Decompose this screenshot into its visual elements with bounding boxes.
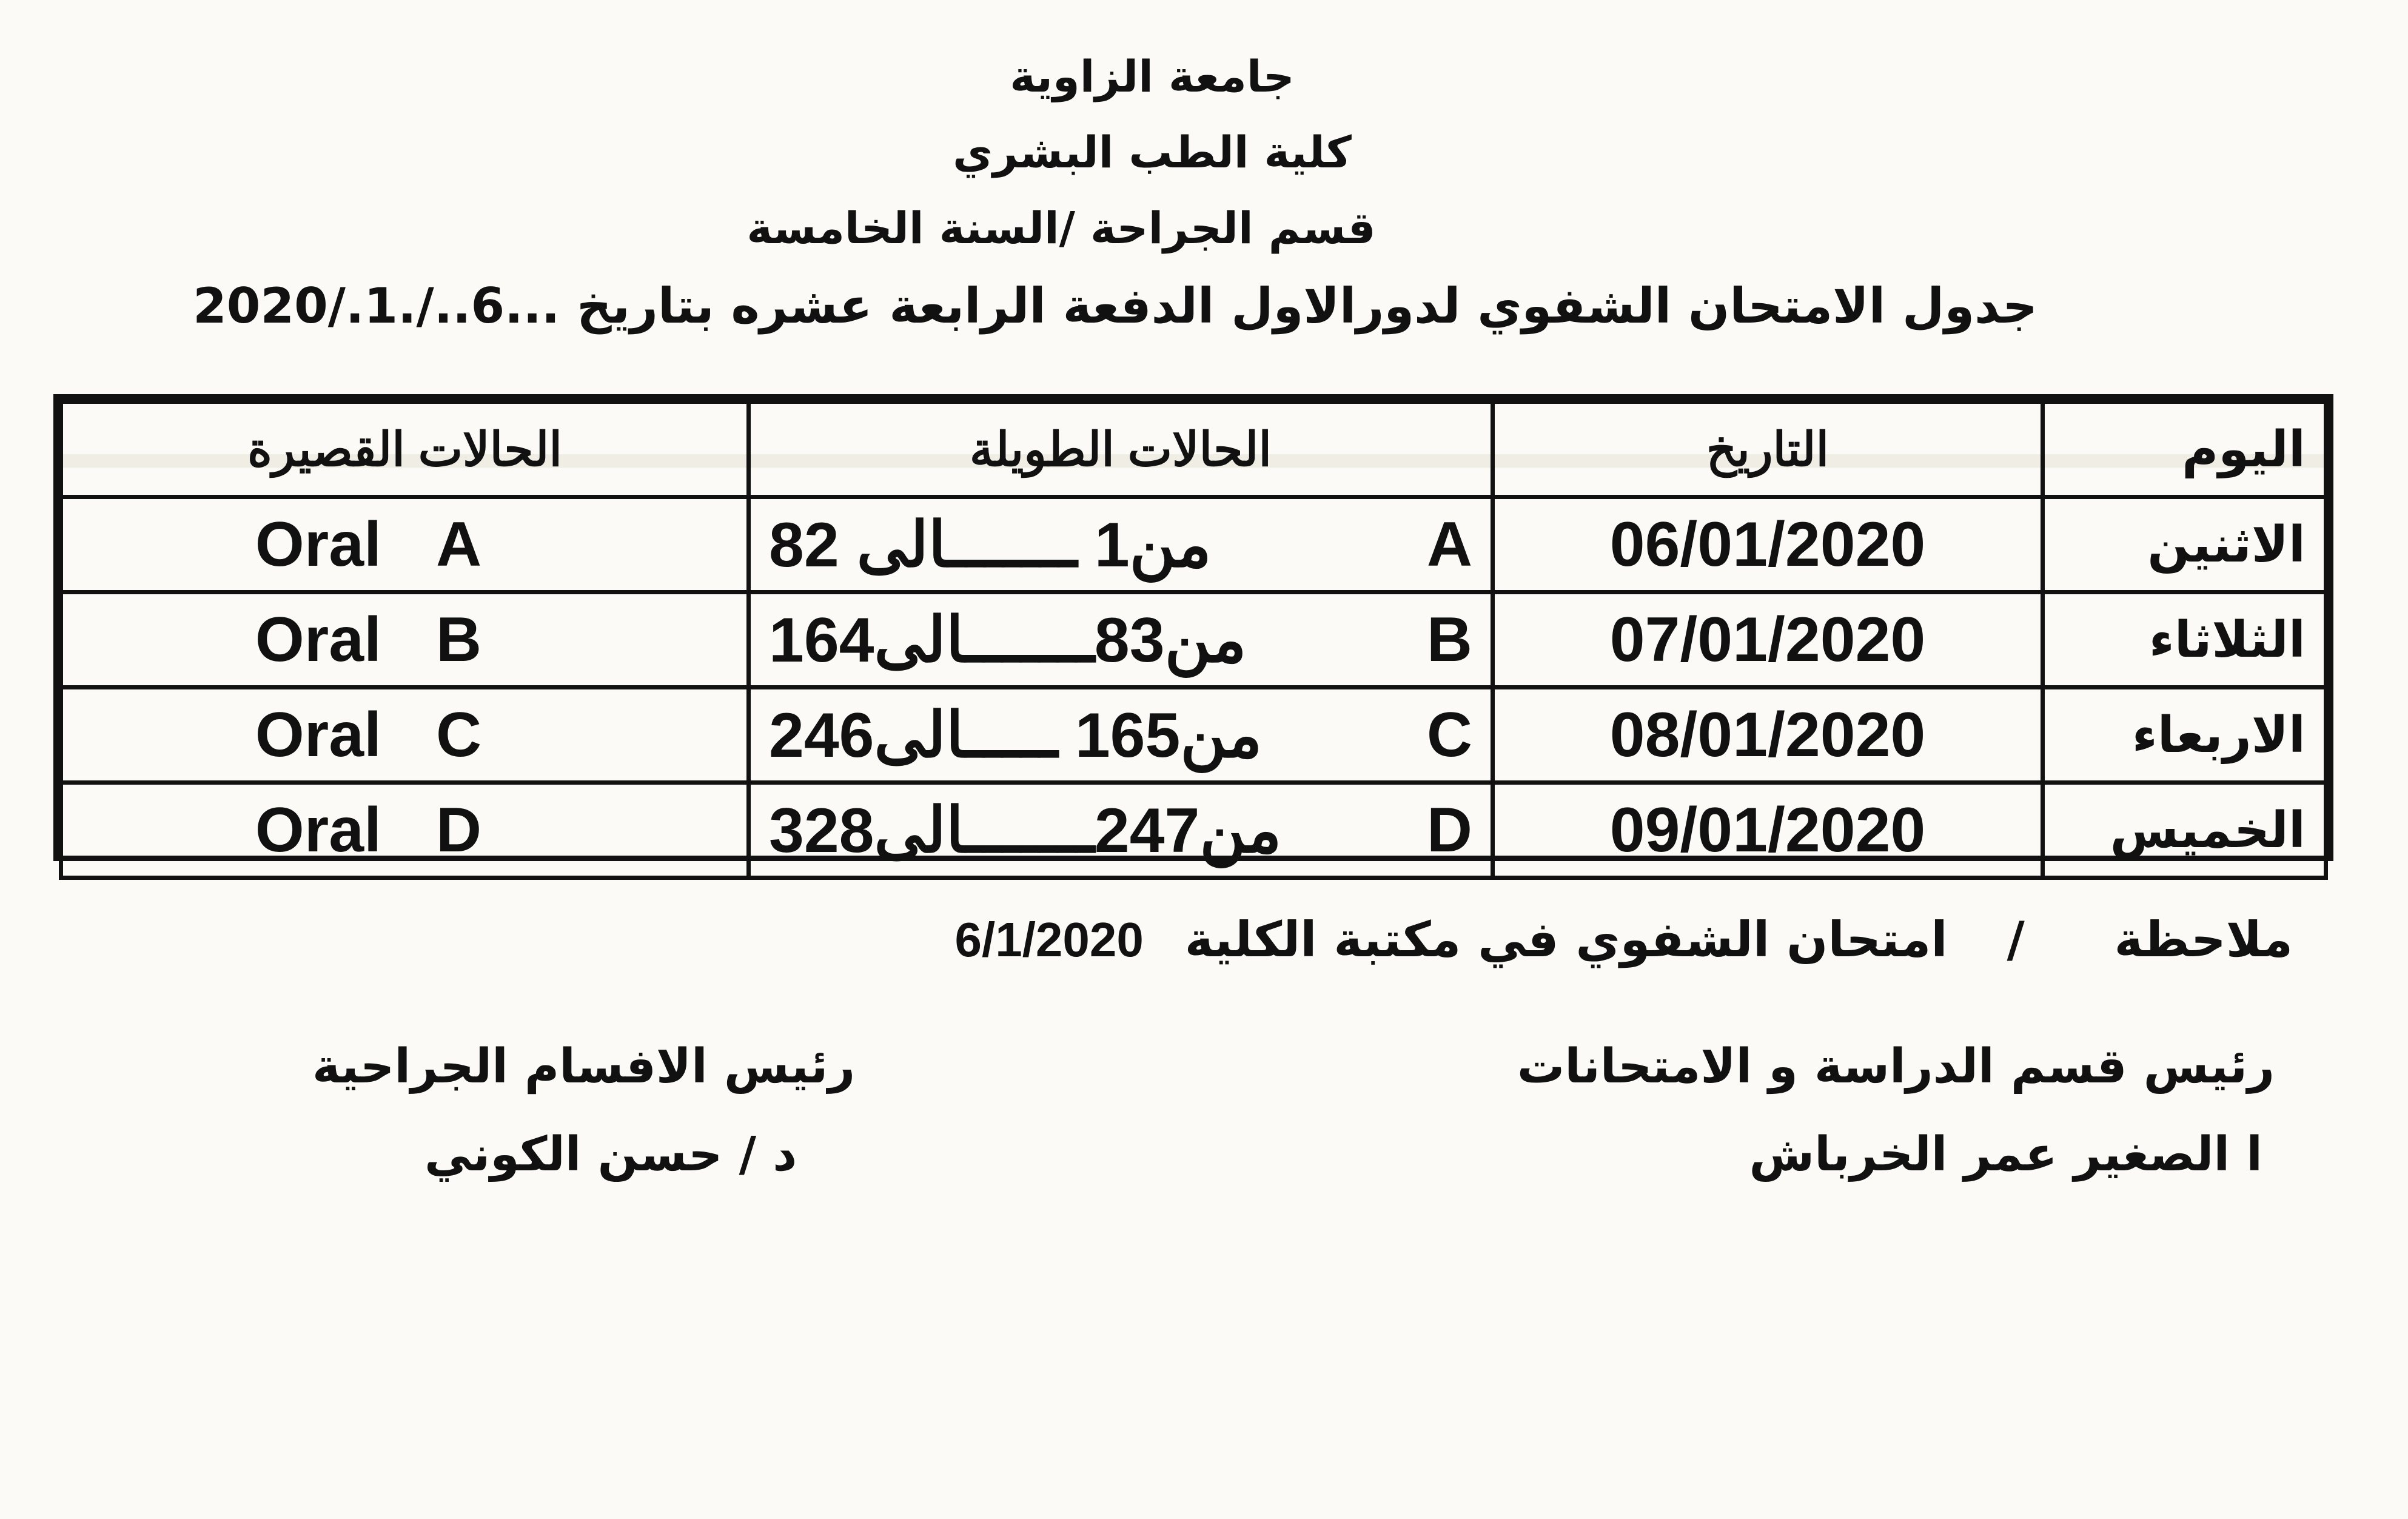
cell-date: 06/01/2020: [1493, 497, 2043, 592]
long-case-group: A: [1426, 509, 1472, 580]
table-row: [61, 688, 2326, 783]
cell-long-cases: [749, 783, 1493, 878]
cell-date: 07/01/2020: [1493, 592, 2043, 688]
oral-group: C: [436, 699, 482, 770]
schedule-title: جدول الامتحان الشفوي لدورالاول الدفعة الرابعة عشره بتاريخ ...6../.1./2020: [193, 278, 2037, 334]
long-case-group: D: [1426, 794, 1472, 865]
cell-short-cases: [61, 592, 749, 688]
long-case-range: من1 ـــــــالى 82: [769, 510, 1212, 580]
signature-left-title: رئيس الافسام الجراحية: [312, 1039, 856, 1094]
note-line: [954, 911, 2293, 968]
signature-right-title: رئيس قسم الدراسة و الامتحانات: [1517, 1039, 2275, 1094]
cell-date: 08/01/2020: [1493, 688, 2043, 783]
cell-short-cases: [61, 783, 749, 878]
cell-date: 09/01/2020: [1493, 783, 2043, 878]
long-case-group: C: [1426, 699, 1472, 770]
oral-group: A: [436, 509, 482, 580]
oral-group: B: [436, 604, 482, 675]
department-name: قسم الجراحة /السنة الخامسة: [746, 203, 1376, 253]
cell-short-cases: [61, 688, 749, 783]
oral-label: Oral: [255, 509, 381, 580]
column-header-date: التاريخ: [1493, 402, 2043, 497]
oral-group: D: [436, 794, 482, 865]
column-header-short-cases: الحالات القصيرة: [61, 402, 749, 497]
note-text: امتحان الشفوي في مكتبة الكلية: [1184, 911, 1948, 968]
cell-long-cases: [749, 592, 1493, 688]
table-row: [61, 497, 2326, 592]
table-row: [61, 592, 2326, 688]
note-label: ملاحظة: [2114, 911, 2293, 968]
cell-long-cases: [749, 688, 1493, 783]
faculty-name: كلية الطب البشري: [953, 127, 1352, 178]
table-row: [61, 783, 2326, 878]
table-header-row: [61, 402, 2326, 497]
cell-long-cases: [749, 497, 1493, 592]
long-case-group: B: [1426, 604, 1472, 675]
oral-label: Oral: [255, 699, 381, 770]
schedule-table-frame: [53, 394, 2333, 866]
long-case-range: من83ـــــــالى164: [769, 605, 1247, 676]
cell-day: الاربعاء: [2043, 688, 2326, 783]
cell-short-cases: [61, 497, 749, 592]
university-name: جامعة الزاوية: [1010, 51, 1295, 102]
long-case-range: من247ـــــــالى328: [769, 796, 1282, 866]
oral-label: Oral: [255, 604, 381, 675]
long-case-range: من165 ـــــالى246: [769, 700, 1263, 771]
signature-left-name: د / حسن الكوني: [424, 1127, 797, 1182]
cell-day: الثلاثاء: [2043, 592, 2326, 688]
column-header-long-cases: الحالات الطويلة: [749, 402, 1493, 497]
signature-right-name: ا الصغير عمر الخرباش: [1749, 1127, 2262, 1182]
cell-day: الخميس: [2043, 783, 2326, 878]
column-header-day: اليوم: [2043, 402, 2326, 497]
oral-label: Oral: [255, 794, 381, 865]
note-separator: /: [2007, 911, 2025, 968]
note-date: 6/1/2020: [954, 913, 1144, 967]
cell-day: الاثنين: [2043, 497, 2326, 592]
schedule-table: [59, 400, 2328, 880]
